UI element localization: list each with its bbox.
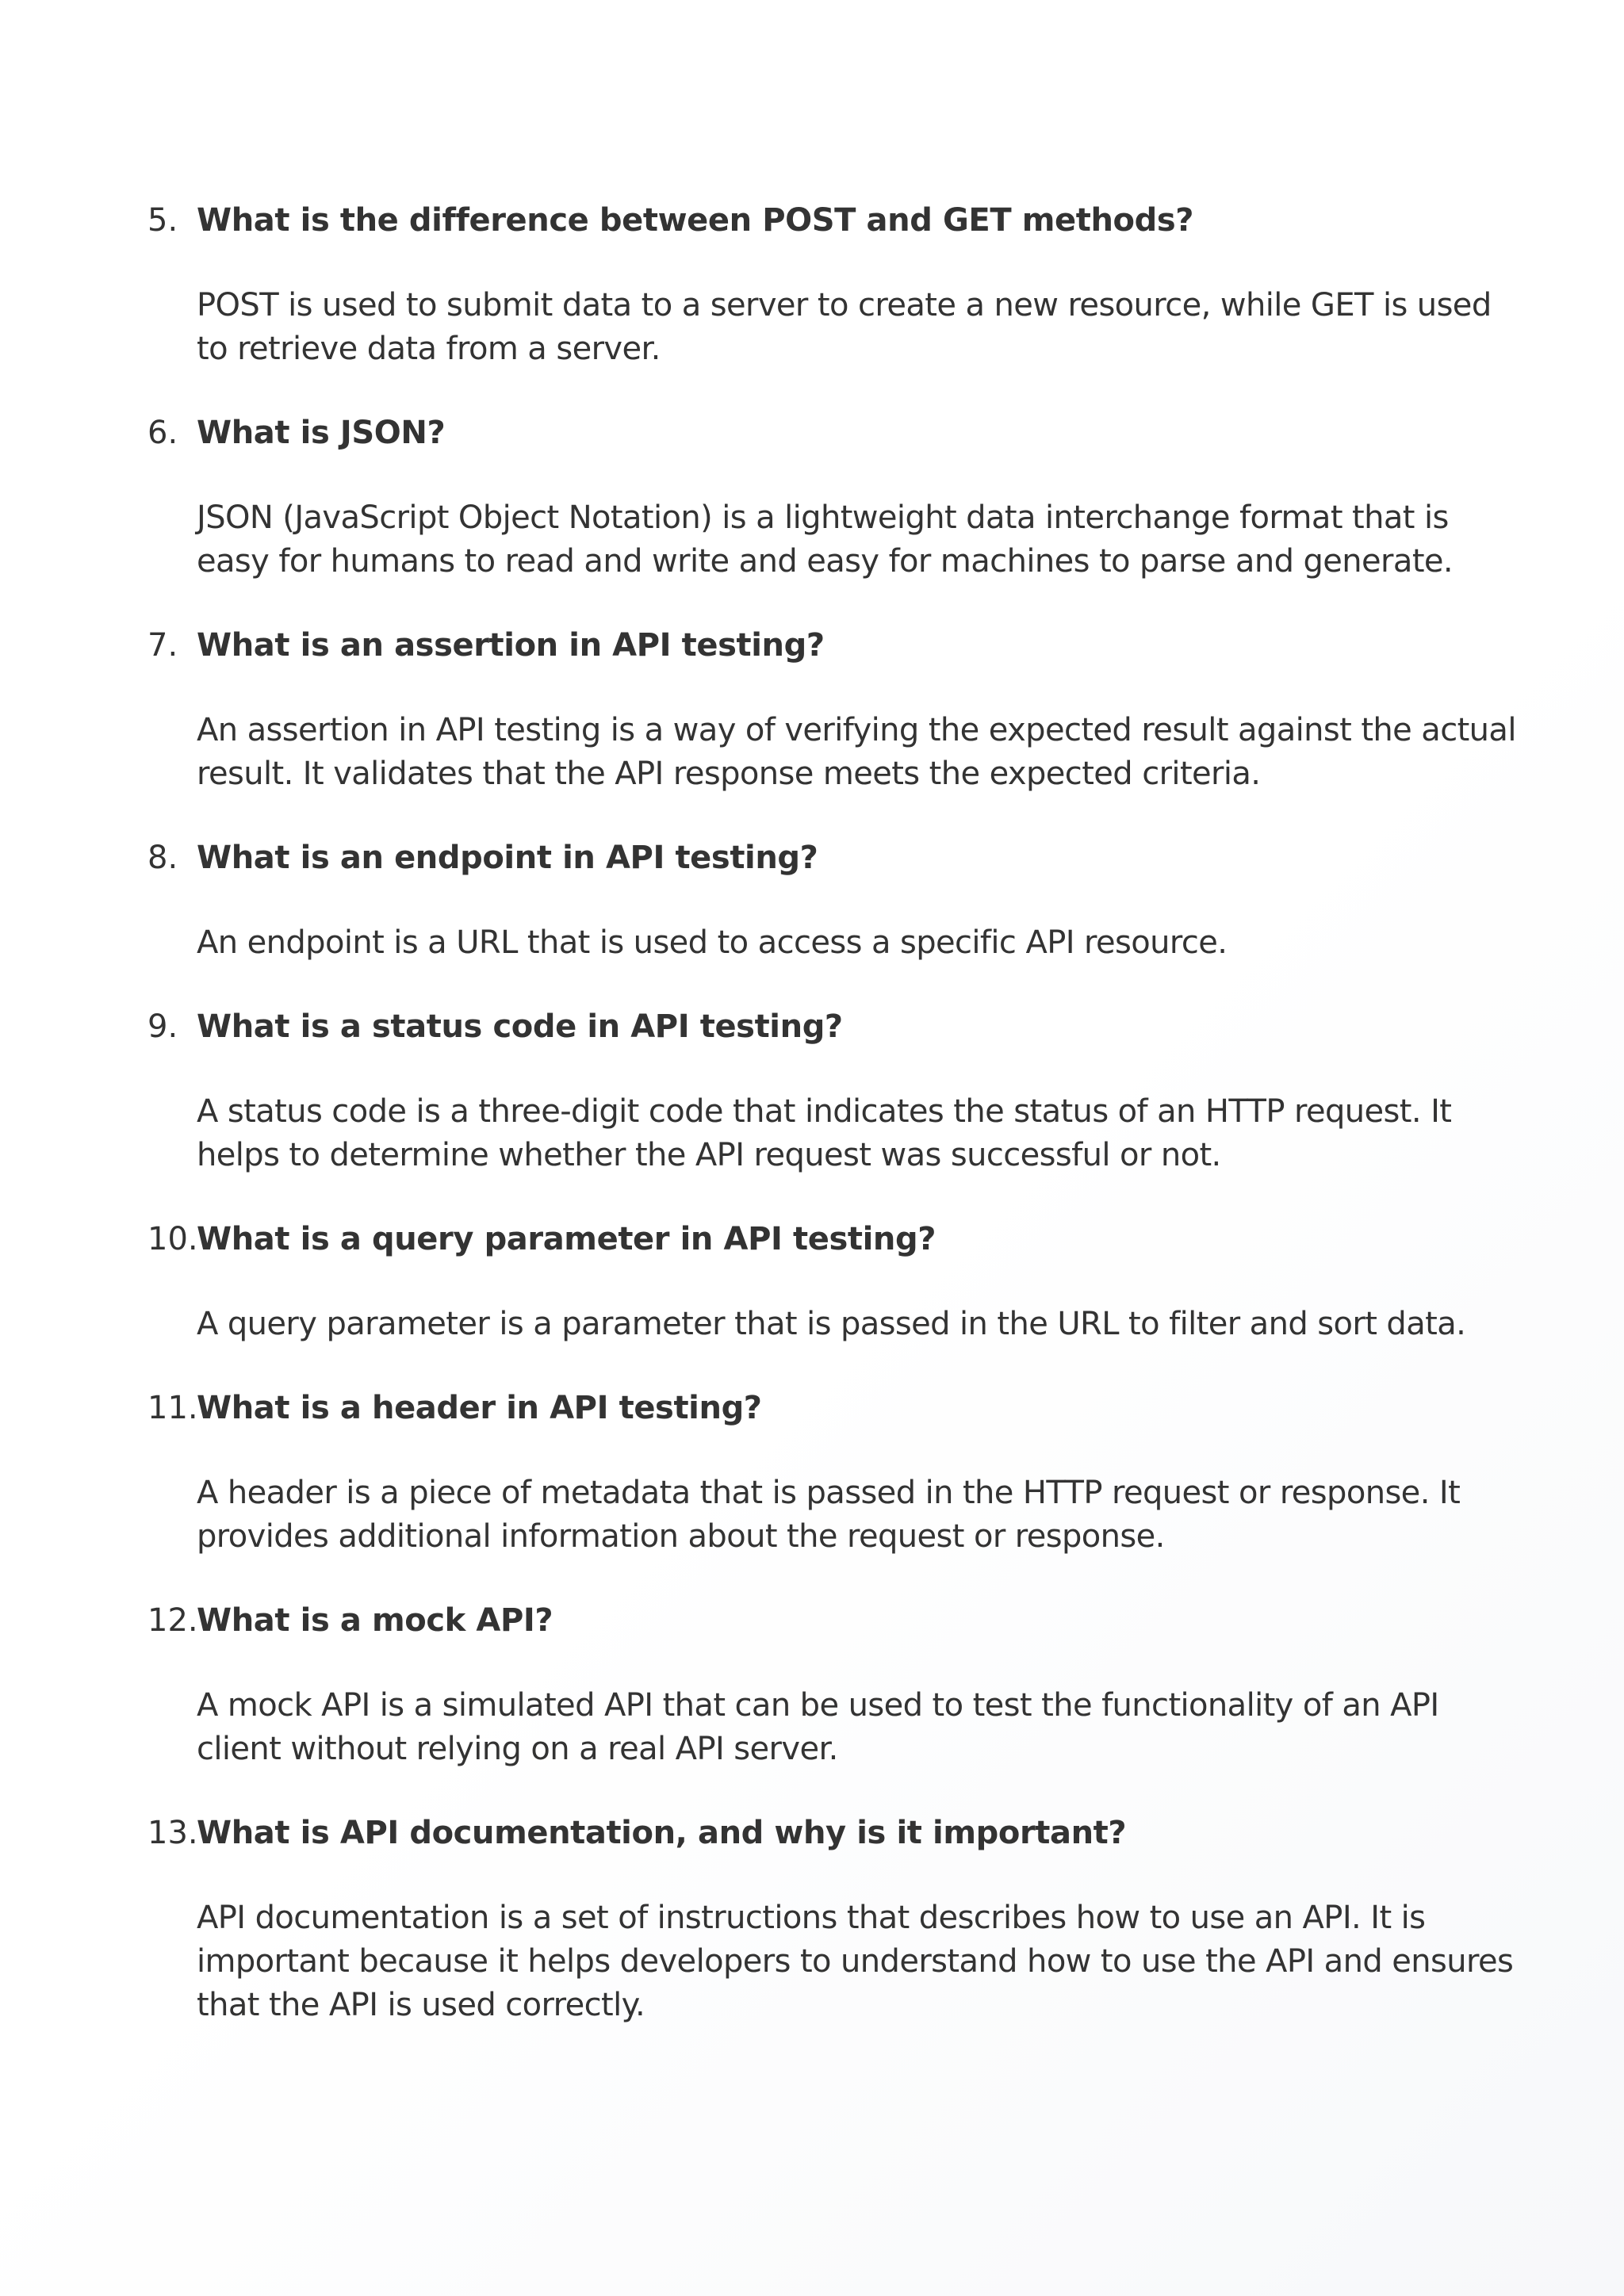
answer-paragraph [197, 1303, 1466, 1346]
answer-paragraph [197, 496, 1454, 584]
answer-line: A status code is a three-digit code that indicates the status of an HTTP request. It [197, 1093, 1452, 1130]
answer-line: A header is a piece of metadata that is passed in the HTTP request or response. It [197, 1475, 1461, 1511]
answer-line: JSON (JavaScript Object Notation) is a lightweight data interchange format that is [197, 499, 1449, 536]
item-number: 6. [147, 415, 178, 451]
answer-paragraph [197, 1684, 1439, 1771]
item-number: 8. [147, 840, 178, 876]
question-heading: What is an endpoint in API testing? [197, 840, 818, 876]
item-number: 12. [147, 1602, 198, 1639]
answer-line: easy for humans to read and write and easy for machines to parse and generate. [197, 543, 1454, 580]
item-number: 11. [147, 1390, 198, 1426]
answer-paragraph [197, 921, 1434, 965]
question-heading: What is the difference between POST and GET methods? [197, 202, 1194, 239]
answer-line: important because it helps developers to understand how to use the API and ensures [197, 1943, 1514, 1980]
answer-line: that the API is used correctly. [197, 1987, 645, 2023]
answer-paragraph [197, 1471, 1461, 1559]
item-number: 9. [147, 1008, 178, 1045]
question-heading: What is JSON? [197, 415, 446, 451]
question-heading: What is a mock API? [197, 1602, 553, 1639]
question-heading: What is a query parameter in API testing? [197, 1221, 936, 1257]
answer-line: An assertion in API testing is a way of verifying the expected result against the actual [197, 712, 1516, 748]
answer-line: An endpoint is a URL that is used to access a specific API resource. [197, 924, 1228, 961]
item-number: 5. [147, 202, 178, 239]
item-number: 7. [147, 627, 178, 664]
answer-paragraph [197, 284, 1492, 371]
answer-paragraph [197, 709, 1516, 796]
answer-line: result. It validates that the API response meets the expected criteria. [197, 756, 1261, 792]
question-heading: What is an assertion in API testing? [197, 627, 825, 664]
answer-line: to retrieve data from a server. [197, 331, 661, 367]
question-heading: What is a header in API testing? [197, 1390, 762, 1426]
question-heading: What is API documentation, and why is it important? [197, 1815, 1127, 1851]
answer-line: helps to determine whether the API request was successful or not. [197, 1137, 1221, 1173]
answer-line: client without relying on a real API server. [197, 1731, 838, 1767]
answer-paragraph [197, 1090, 1452, 1177]
answer-line: A mock API is a simulated API that can be used to test the functionality of an API [197, 1687, 1439, 1724]
answer-paragraph [197, 1896, 1514, 2027]
answer-line: POST is used to submit data to a server to create a new resource, while GET is used [197, 287, 1492, 323]
answer-line: API documentation is a set of instructions that describes how to use an API. It is [197, 1900, 1426, 1936]
answer-line: A query parameter is a parameter that is passed in the URL to filter and sort data. [197, 1306, 1466, 1342]
answer-line: provides additional information about the request or response. [197, 1518, 1165, 1555]
item-number: 13. [147, 1815, 198, 1851]
item-number: 10. [147, 1221, 198, 1257]
question-heading: What is a status code in API testing? [197, 1008, 843, 1045]
